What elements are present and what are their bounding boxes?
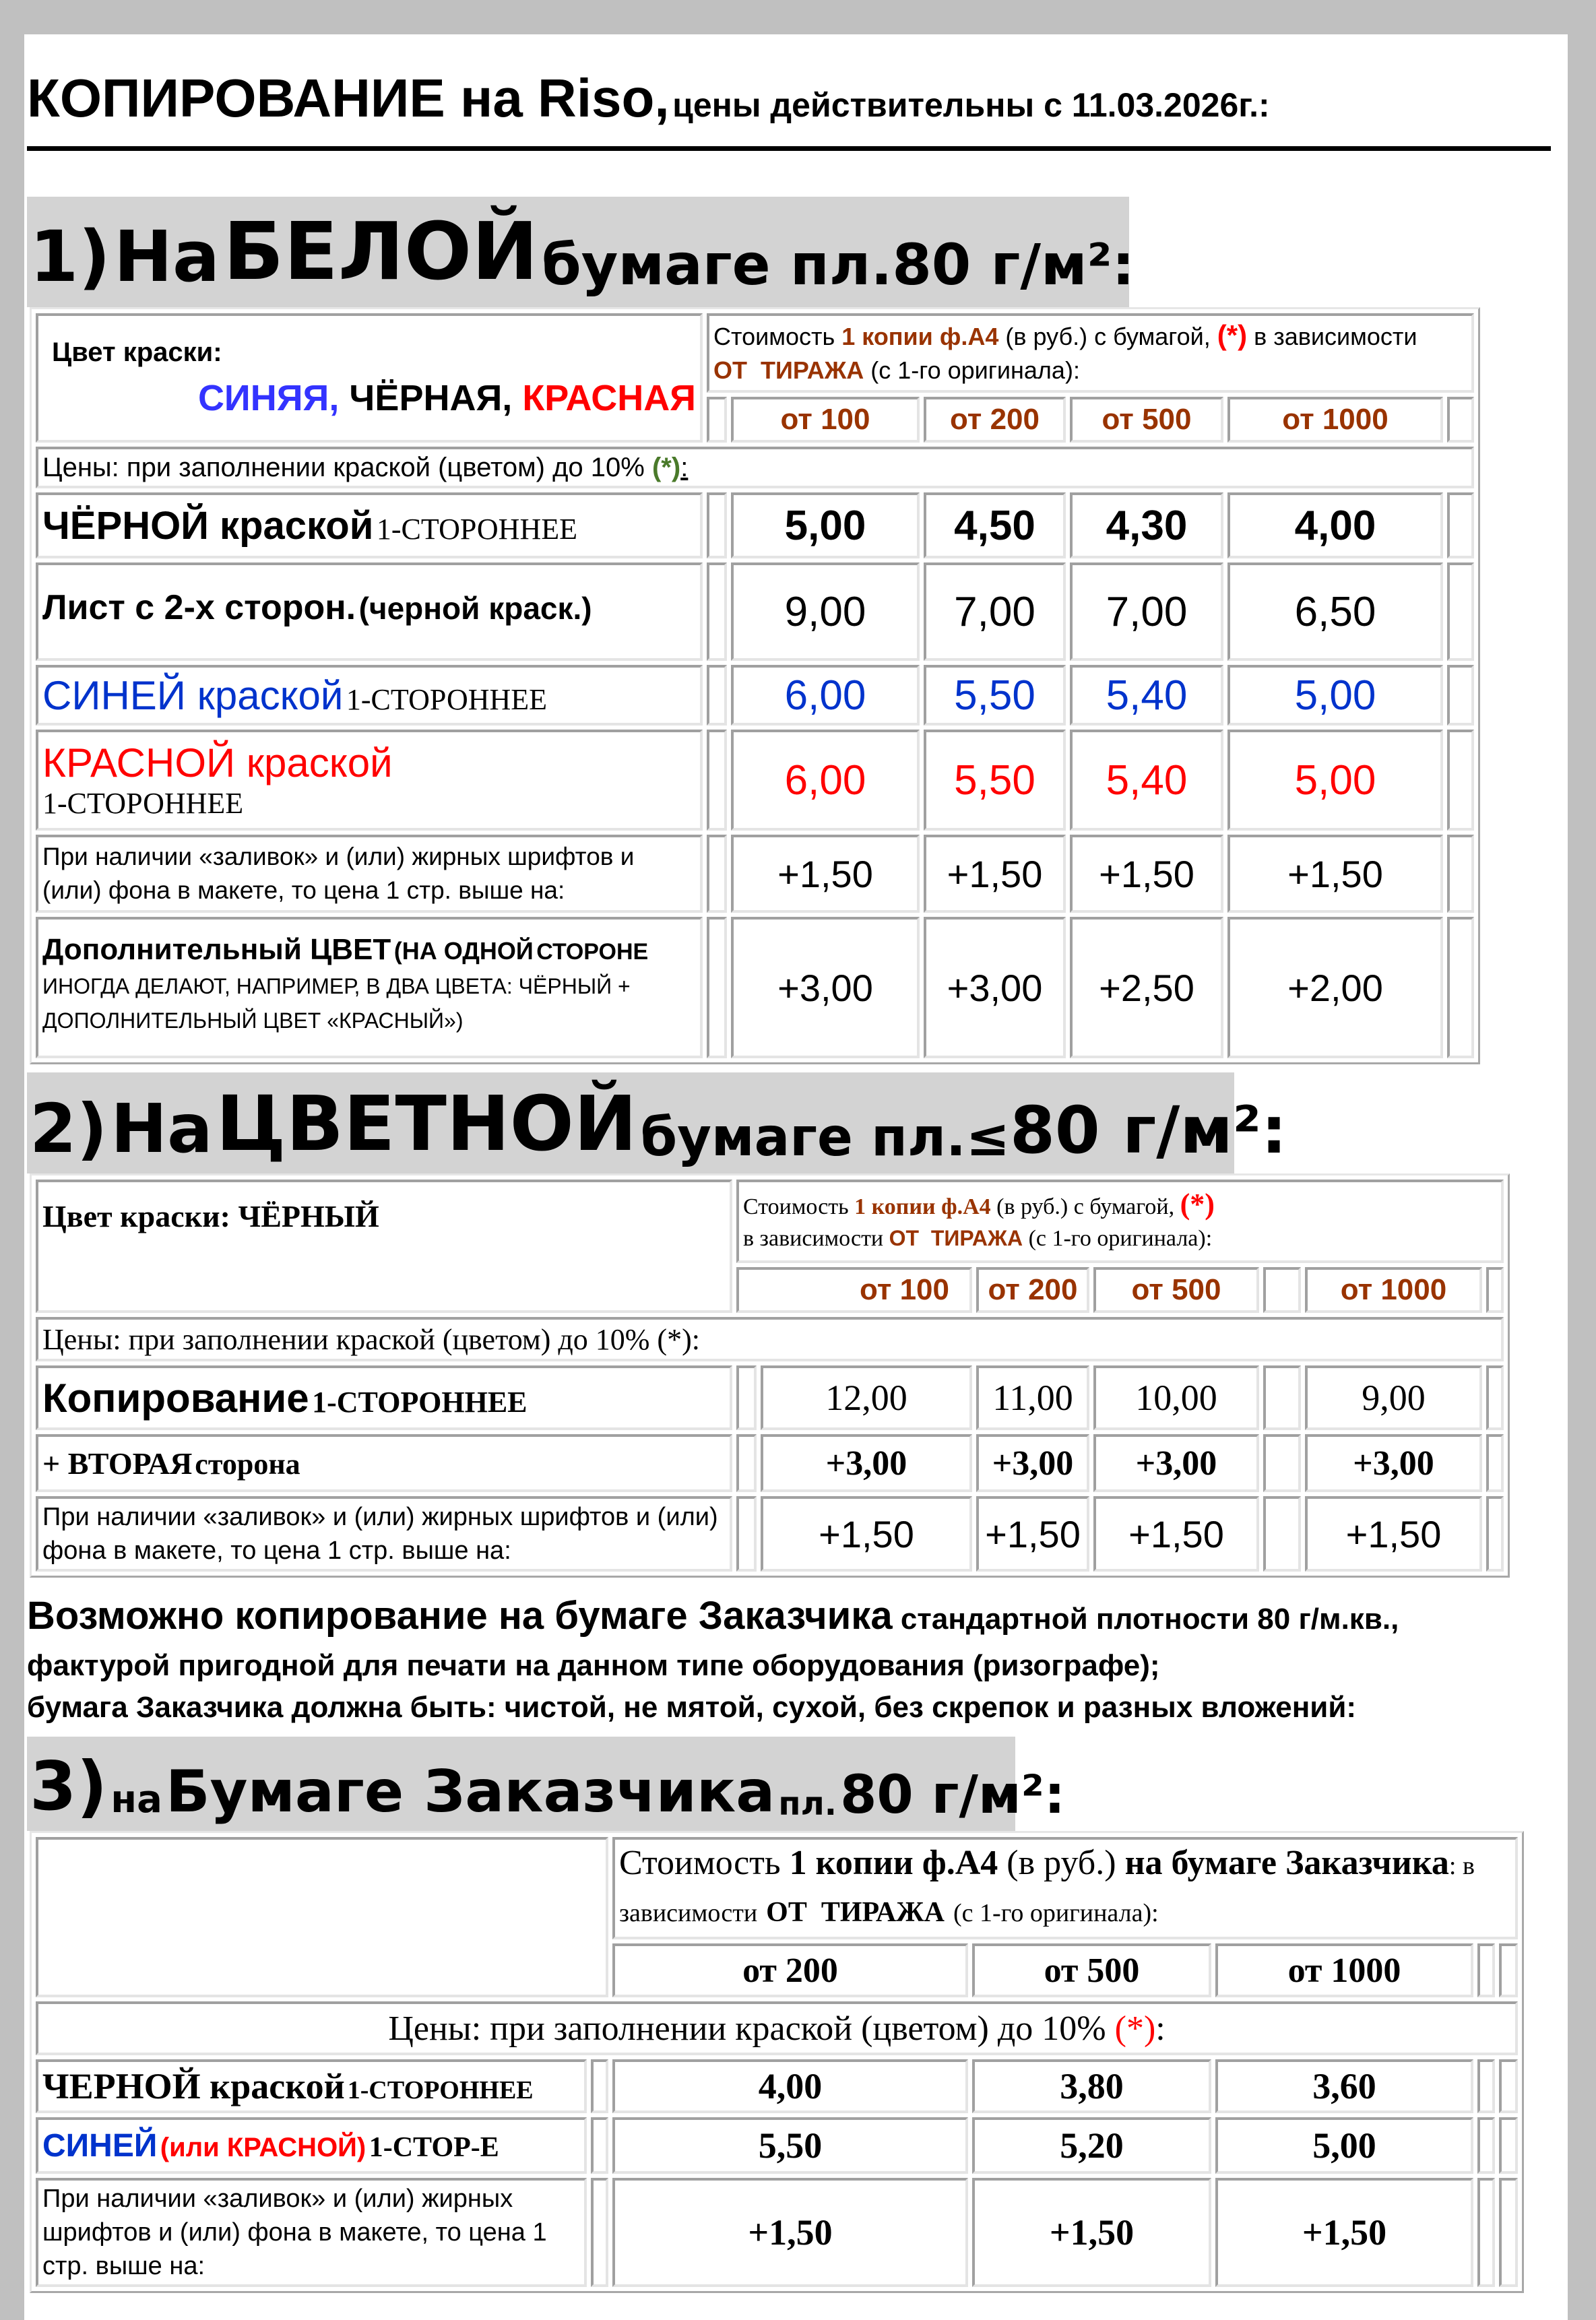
- price-cell: 12,00: [761, 1365, 972, 1430]
- row-label: ЧЕРНОЙ краской: [42, 2066, 345, 2106]
- section3-number: 3): [30, 1747, 108, 1826]
- price-cell: 5,00: [1227, 665, 1443, 726]
- price-cell: +1,50: [1215, 2178, 1473, 2287]
- section1-heading: [27, 197, 1135, 307]
- cost-text: на бумаге Заказчика: [1124, 1844, 1449, 1882]
- page-sheet: [24, 34, 1568, 2320]
- row-sublabel: 1-СТОРОННЕЕ: [312, 1385, 528, 1419]
- cost-description: [707, 313, 1474, 393]
- cost-text: в зависимости: [1254, 323, 1417, 350]
- price-cell: 5,50: [612, 2117, 968, 2174]
- section3-pre: на: [110, 1778, 162, 1822]
- price-cell: +3,00: [731, 917, 920, 1058]
- customer-paper-notice: [27, 1587, 1536, 1729]
- col-header: от 100: [736, 1267, 972, 1313]
- col-header: от 100: [731, 397, 920, 443]
- row-label: + ВТОРАЯ: [42, 1446, 193, 1481]
- cost-description: [736, 1180, 1504, 1263]
- ink-label: Цвет краски: ЧЁРНЫЙ: [36, 1180, 732, 1313]
- row-label: Дополнительный ЦВЕТ: [42, 933, 391, 966]
- row-sublabel: ИНОГДА ДЕЛАЮТ, НАПРИМЕР, В ДВА ЦВЕТА: ЧЁРНЫЙ + ДОПОЛНИТЕЛЬНЫЙ ЦВЕТ «КРАСНЫЙ»): [42, 974, 631, 1033]
- price-cell: 5,50: [924, 665, 1066, 726]
- section3-heading: [27, 1737, 1066, 1831]
- section3-customer-paper: Бумаге Заказчика: [165, 1758, 775, 1826]
- colon: :: [1155, 2009, 1166, 2048]
- price-cell: 3,60: [1215, 2059, 1473, 2113]
- price-cell: 3,80: [972, 2059, 1211, 2113]
- section3-density-label: пл.: [778, 1785, 837, 1823]
- price-cell: 4,50: [924, 492, 1066, 558]
- title-main: КОПИРОВАНИЕ на Riso,: [27, 68, 670, 128]
- cost-text: Стоимость: [619, 1844, 781, 1882]
- footnote-marker: (*): [1217, 319, 1248, 351]
- price-cell: 7,00: [924, 562, 1066, 661]
- cost-unit: 1 копии ф.А4: [841, 323, 999, 350]
- ink-label: Цвет краски:: [52, 337, 222, 367]
- table-row: [36, 1496, 1504, 1572]
- col-header: от 500: [972, 1943, 1211, 1997]
- price-cell: 6,00: [731, 665, 920, 726]
- notice-text: стандартной плотности 80 г/м.кв., фактурой пригодной для печати на данном типе оборудования (ризографе);: [27, 1603, 1399, 1682]
- cost-description: [612, 1837, 1518, 1939]
- ink-black: ЧЁРНАЯ,: [349, 377, 513, 418]
- table-row: [36, 730, 1474, 831]
- customer-paper-price-table: [30, 1831, 1524, 2293]
- cost-text: (с 1-го оригинала):: [870, 356, 1080, 384]
- notice-lead: Возможно копирование на бумаге Заказчика: [27, 1594, 893, 1638]
- col-header: от 1000: [1305, 1267, 1482, 1313]
- ink-color-cell: [36, 313, 703, 443]
- price-cell: +1,50: [1227, 835, 1443, 913]
- price-cell: 5,00: [731, 492, 920, 558]
- section2-paper-colored: ЦВЕТНОЙ: [216, 1081, 637, 1168]
- table-row: [36, 492, 1474, 558]
- colon: :: [680, 452, 689, 482]
- fill-note: Цены: при заполнении краской (цветом) до 10% (*):: [36, 1317, 1504, 1361]
- price-cell: +2,50: [1070, 917, 1223, 1058]
- price-cell: +1,50: [1093, 1496, 1259, 1572]
- price-cell: 11,00: [976, 1365, 1089, 1430]
- price-cell: 6,00: [731, 730, 920, 831]
- price-cell: +2,00: [1227, 917, 1443, 1058]
- page-title: [27, 69, 1551, 151]
- table-row: [36, 665, 1474, 726]
- price-cell: +1,50: [612, 2178, 968, 2287]
- section1-density: бумаге пл.80 г/м²:: [542, 232, 1135, 298]
- col-header: от 200: [924, 397, 1066, 443]
- row-label: При наличии «заливок» и (или) жирных шрифтов и (или) фона в макете, то цена 1 стр. выше на:: [36, 835, 703, 913]
- white-paper-price-table: [30, 307, 1480, 1064]
- row-label-red: (или КРАСНОЙ): [160, 2132, 366, 2162]
- fill-note-text: Цены: при заполнении краской (цветом) до 10%: [42, 452, 645, 482]
- price-cell: 4,00: [1227, 492, 1443, 558]
- price-cell: +1,50: [731, 835, 920, 913]
- table-row: [36, 562, 1474, 661]
- cost-unit: 1 копии ф.А4: [789, 1844, 998, 1882]
- price-cell: +1,50: [972, 2178, 1211, 2287]
- empty-header-cell: [36, 1837, 608, 1997]
- table-row: [36, 917, 1474, 1058]
- cost-text: Стоимость: [743, 1194, 849, 1219]
- table-row: [36, 1365, 1504, 1430]
- row-label: КРАСНОЙ краской: [42, 740, 393, 785]
- price-cell: 6,50: [1227, 562, 1443, 661]
- cost-text: (в руб.) с бумагой,: [1005, 323, 1211, 350]
- row-label: При наличии «заливок» и (или) жирных шрифтов и (или) фона в макете, то цена 1 стр. выше на:: [36, 2178, 587, 2287]
- price-cell: +1,50: [1305, 1496, 1482, 1572]
- section2-heading: [27, 1072, 1287, 1173]
- price-cell: +1,50: [761, 1496, 972, 1572]
- cost-unit: 1 копии ф.А4: [854, 1194, 991, 1219]
- price-cell: +3,00: [1305, 1434, 1482, 1492]
- cost-text: : в зависимости: [619, 1852, 1475, 1927]
- row-label: Лист с 2-х сторон.: [42, 587, 356, 627]
- section2-number: 2): [30, 1089, 108, 1168]
- notice-requirements: бумага Заказчика должна быть: чистой, не мятой, сухой, без скрепок и разных вложений:: [27, 1691, 1357, 1724]
- cost-text: (с 1-го оригинала):: [1028, 1225, 1213, 1251]
- price-cell: 5,40: [1070, 730, 1223, 831]
- price-cell: 9,00: [1305, 1365, 1482, 1430]
- col-header: от 200: [976, 1267, 1089, 1313]
- row-sublabel: сторона: [195, 1447, 300, 1481]
- cost-text: (в руб.): [1007, 1844, 1116, 1882]
- row-sublabel: 1-СТОРОННЕЕ: [347, 2076, 534, 2104]
- cost-run: ОТ ТИРАЖА: [889, 1225, 1023, 1250]
- price-cell: 4,30: [1070, 492, 1223, 558]
- cost-text: в зависимости: [743, 1225, 884, 1251]
- price-cell: +1,50: [924, 835, 1066, 913]
- price-cell: 5,50: [924, 730, 1066, 831]
- cost-text: (с 1-го оригинала):: [953, 1899, 1159, 1927]
- table-row: [36, 2178, 1518, 2287]
- fill-note: [36, 2001, 1518, 2055]
- cost-run: ОТ ТИРАЖА: [766, 1897, 945, 1928]
- fill-note: [36, 447, 1474, 488]
- col-header: от 1000: [1227, 397, 1443, 443]
- row-sublabel: 1-СТОРОННЕЕ: [376, 512, 577, 546]
- footnote-marker: (*): [1114, 2009, 1156, 2048]
- row-label: СИНЕЙ: [42, 2127, 158, 2164]
- price-cell: 9,00: [731, 562, 920, 661]
- price-cell: 5,20: [972, 2117, 1211, 2174]
- cost-text: (в руб.) с бумагой,: [996, 1194, 1175, 1219]
- price-cell: 5,40: [1070, 665, 1223, 726]
- price-cell: +1,50: [976, 1496, 1089, 1572]
- price-cell: +3,00: [761, 1434, 972, 1492]
- price-cell: +1,50: [1070, 835, 1223, 913]
- row-sublabel: (черной краск.): [358, 590, 592, 626]
- spacer-cell: [1447, 397, 1474, 443]
- section1-number: 1): [30, 216, 110, 298]
- col-header: от 200: [612, 1943, 968, 1997]
- col-header: от 1000: [1215, 1943, 1473, 1997]
- row-sublabel: 1-СТОРОННЕЕ: [346, 682, 548, 716]
- colored-paper-price-table: [30, 1173, 1510, 1578]
- section2-pre: На: [110, 1089, 213, 1168]
- table-row: [36, 2059, 1518, 2113]
- section3-density: 80 г/м²:: [840, 1765, 1066, 1826]
- table-row: [36, 2117, 1518, 2174]
- spacer-cell: [707, 397, 727, 443]
- section1-paper-white: БЕЛОЙ: [223, 205, 538, 298]
- row-label: ЧЁРНОЙ краской: [42, 503, 374, 548]
- ink-blue: СИНЯЯ,: [197, 377, 340, 418]
- price-cell: 7,00: [1070, 562, 1223, 661]
- row-sublabel: 1-СТОР-Е: [369, 2131, 499, 2163]
- section1-pre: На: [114, 216, 220, 298]
- col-header: от 500: [1070, 397, 1223, 443]
- row-label: Копирование: [42, 1375, 309, 1421]
- cost-text: Стоимость: [713, 323, 835, 350]
- section2-density-label: бумаге пл.≤: [640, 1107, 1011, 1168]
- price-cell: +3,00: [924, 917, 1066, 1058]
- price-cell: 5,00: [1215, 2117, 1473, 2174]
- row-sublabel: (НА ОДНОЙ: [393, 937, 534, 965]
- title-validity: цены действительны с 11.03.2026г.:: [672, 86, 1270, 124]
- table-row: [36, 1434, 1504, 1492]
- price-cell: 5,00: [1227, 730, 1443, 831]
- table-row: [36, 835, 1474, 913]
- footnote-marker: (*): [1180, 1187, 1215, 1221]
- price-cell: 10,00: [1093, 1365, 1259, 1430]
- row-label: При наличии «заливок» и (или) жирных шрифтов и (или) фона в макете, то цена 1 стр. выше на:: [36, 1496, 732, 1572]
- footnote-marker: (*): [651, 452, 681, 482]
- col-header: от 500: [1093, 1267, 1259, 1313]
- section2-density: 80 г/м²:: [1010, 1093, 1287, 1168]
- cost-run: ОТ ТИРАЖА: [713, 356, 864, 384]
- row-label: СИНЕЙ краской: [42, 672, 344, 718]
- ink-red: КРАСНАЯ: [522, 377, 696, 418]
- price-cell: 4,00: [612, 2059, 968, 2113]
- fill-note-text: Цены: при заполнении краской (цветом) до 10%: [388, 2009, 1106, 2048]
- price-cell: +3,00: [976, 1434, 1089, 1492]
- row-sublabel: СТОРОНЕ: [536, 939, 649, 965]
- row-sublabel: 1-СТОРОННЕЕ: [42, 787, 244, 820]
- price-cell: +3,00: [1093, 1434, 1259, 1492]
